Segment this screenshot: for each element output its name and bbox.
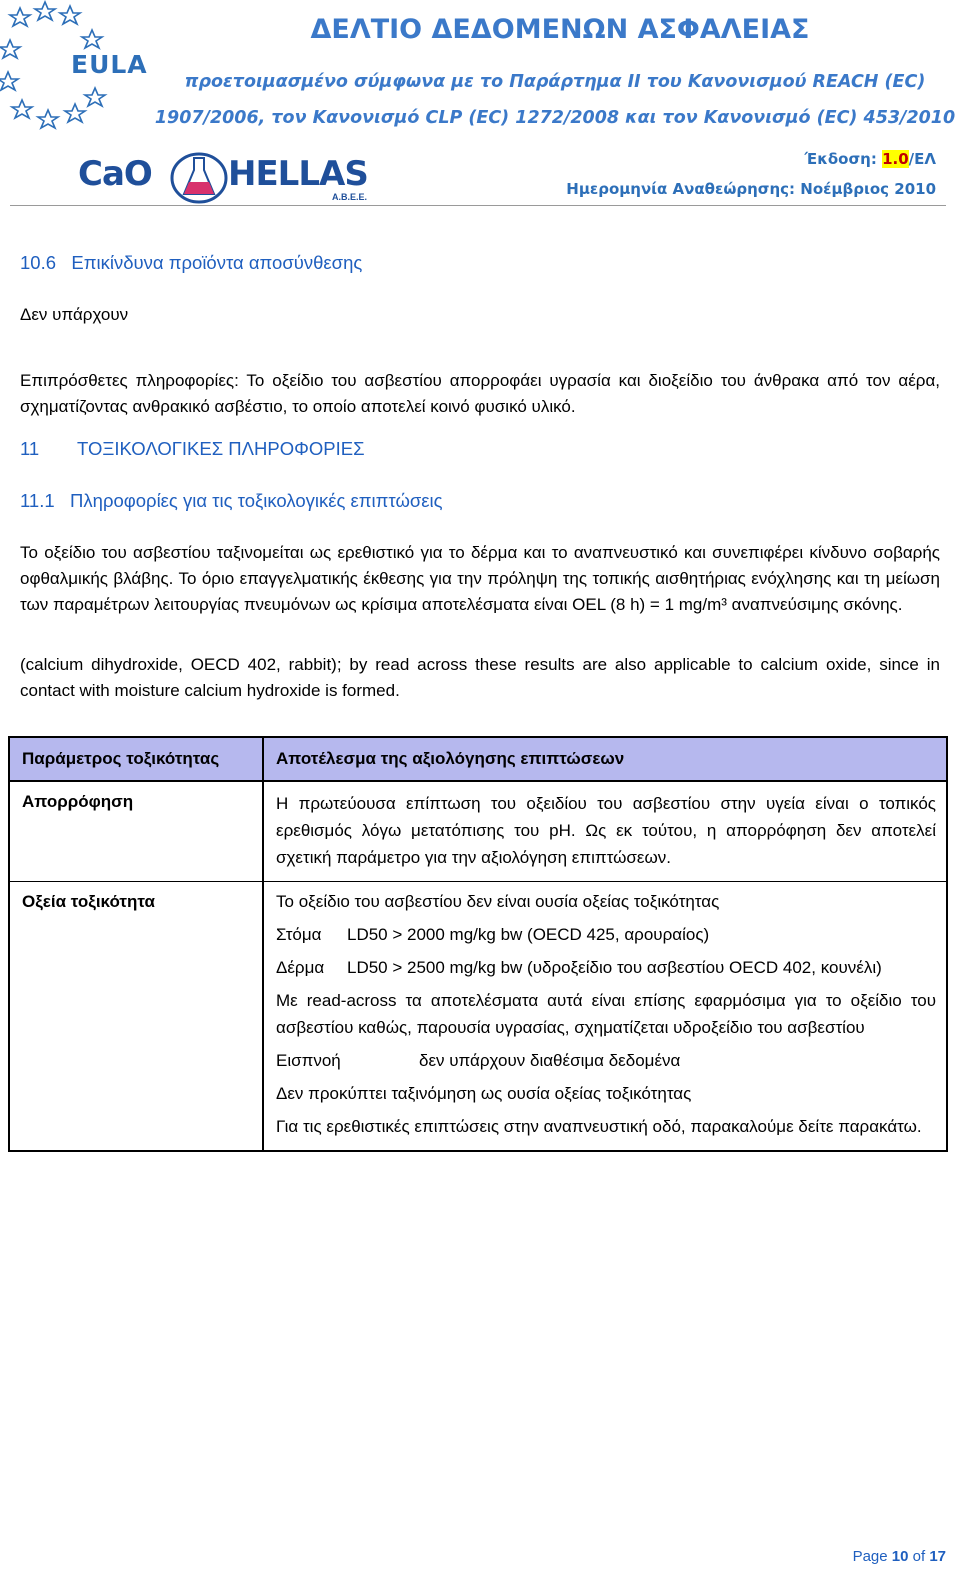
oral-value: LD50 > 2000 mg/kg bw (OECD 425, αρουραίος) bbox=[347, 925, 710, 944]
inhalation-line bbox=[276, 1047, 936, 1074]
header-param-cell: Παράμετρος τοξικότητας bbox=[9, 737, 263, 781]
edition-suffix: /ΕΛ bbox=[908, 150, 936, 168]
page-number bbox=[853, 1548, 946, 1565]
section-11-1-heading: 11.1 Πληροφορίες για τις τοξικολογικές επιπτώσεις bbox=[20, 490, 443, 511]
no-classification-line: Δεν προκύπτει ταξινόμηση ως ουσία οξείας τοξικότητας bbox=[276, 1084, 692, 1103]
section-11-number: 11 bbox=[20, 438, 40, 459]
document-title: ΔΕΛΤΙΟ ΔΕΔΟΜΕΝΩΝ ΑΣΦΑΛΕΙΑΣ bbox=[310, 14, 810, 45]
section-11-heading bbox=[20, 438, 365, 460]
section-10-6-heading: 10.6 Επικίνδυνα προϊόντα αποσύνθεσης bbox=[20, 252, 363, 273]
dermal-label: Δέρμα bbox=[276, 958, 325, 977]
table-header-row bbox=[9, 737, 947, 781]
edition-label: Έκδοση: bbox=[804, 150, 883, 168]
edition-info bbox=[805, 150, 936, 168]
document-subtitle-line1: προετοιμασμένο σύμφωνα με το Παράρτημα II του Κανονισμού REACH (EC) bbox=[184, 72, 926, 92]
read-across-line: Με read-across τα αποτελέσματα αυτά είναι επίσης εφαρμόσιμα για το οξείδιο του ασβεστίου καθώς, παρουσία υγρασίας, σχηματίζεται υδροξείδιο του ασβεστίου bbox=[276, 991, 936, 1037]
see-below-line: Για τις ερεθιστικές επιπτώσεις στην αναπνευστική οδό, παρακαλούμε δείτε παρακάτω. bbox=[276, 1117, 922, 1136]
page-of: of bbox=[908, 1548, 930, 1565]
acute-toxicity-param-cell: Οξεία τοξικότητα bbox=[9, 882, 263, 1152]
revision-date: Ημερομηνία Αναθεώρησης: Νοέμβριος 2010 bbox=[566, 180, 936, 198]
edition-version: 1.0 bbox=[882, 150, 909, 168]
acute-toxicity-result-cell bbox=[263, 882, 947, 1152]
absorption-param-cell: Απορρόφηση bbox=[9, 781, 263, 882]
acute-not-toxic-line: Το οξείδιο του ασβεστίου δεν είναι ουσία οξείας τοξικότητας bbox=[276, 892, 720, 911]
page-label: Page bbox=[852, 1548, 892, 1565]
inhalation-value: δεν υπάρχουν διαθέσιμα δεδομένα bbox=[419, 1051, 681, 1070]
none-text: Δεν υπάρχουν bbox=[20, 305, 129, 324]
dermal-ld50-line bbox=[276, 954, 936, 981]
document-subtitle-line2: 1907/2006, τον Κανονισμό CLP (EC) 1272/2008 και τον Κανονισμό (EC) 453/2010 bbox=[154, 108, 956, 128]
calcium-hydroxide-paragraph: (calcium dihydroxide, OECD 402, rabbit); by read across these results are also applicable to calcium oxide, since in contact with moisture calcium hydroxide is formed. bbox=[20, 655, 940, 700]
oral-ld50-line bbox=[276, 921, 936, 948]
toxicology-paragraph: Το οξείδιο του ασβεστίου ταξινομείται ως ερεθιστικό για το δέρμα και το αναπνευστικό και συνεπιφέρει κίνδυνο σοβαρής οφθαλμικής βλάβης. Το όριο επαγγελματικής έκθεσης για την πρόληψη της τοπικής αισθητήριας ενόχλησης και τη μείωση των παραμέτρων λειτουργίας πνευμόνων ως κρίσιμα αποτελέσματα είναι OEL (8 h) = 1 mg/m³ αναπνεύσιμης σκόνης. bbox=[20, 543, 940, 614]
inhalation-label: Εισπνοή bbox=[276, 1051, 341, 1070]
dermal-value: LD50 > 2500 mg/kg bw (υδροξείδιο του ασβεστίου OECD 402, κουνέλι) bbox=[347, 958, 882, 977]
additional-info-paragraph: Επιπρόσθετες πληροφορίες: Το οξείδιο του ασβεστίου απορροφάει υγρασία και διοξείδιο του άνθρακα από τον αέρα, σχηματίζοντας ανθρακικό ασβέστιο, το οποίο αποτελεί κοινό φυσικό υλικό. bbox=[20, 371, 940, 416]
page-current: 10 bbox=[891, 1548, 909, 1565]
oral-label: Στόμα bbox=[276, 925, 322, 944]
absorption-result-cell: Η πρωτεύουσα επίπτωση του οξειδίου του ασβεστίου στην υγεία είναι ο τοπικός ερεθισμός λόγω μετατόπισης του pH. Ως εκ τούτου, η απορρόφηση δεν αποτελεί σχετική παράμετρο για την αξιολόγηση επιπτώσεων. bbox=[263, 781, 947, 882]
page-total: 17 bbox=[929, 1548, 946, 1565]
company-logo-abee: A.B.E.E. bbox=[332, 192, 368, 202]
flask-icon bbox=[170, 152, 228, 204]
header-result-cell: Αποτέλεσμα της αξιολόγησης επιπτώσεων bbox=[263, 737, 947, 781]
company-logo-hellas: HELLAS bbox=[228, 154, 368, 194]
eula-logo-text: EULA bbox=[71, 50, 148, 79]
company-logo-cao: CaO bbox=[78, 154, 152, 194]
header-divider bbox=[10, 205, 946, 206]
section-11-title: ΤΟΞΙΚΟΛΟΓΙΚΕΣ ΠΛΗΡΟΦΟΡΙΕΣ bbox=[77, 438, 365, 459]
table-row-absorption bbox=[9, 781, 947, 882]
toxicity-table bbox=[8, 736, 948, 1152]
table-row-acute-toxicity bbox=[9, 882, 947, 1152]
